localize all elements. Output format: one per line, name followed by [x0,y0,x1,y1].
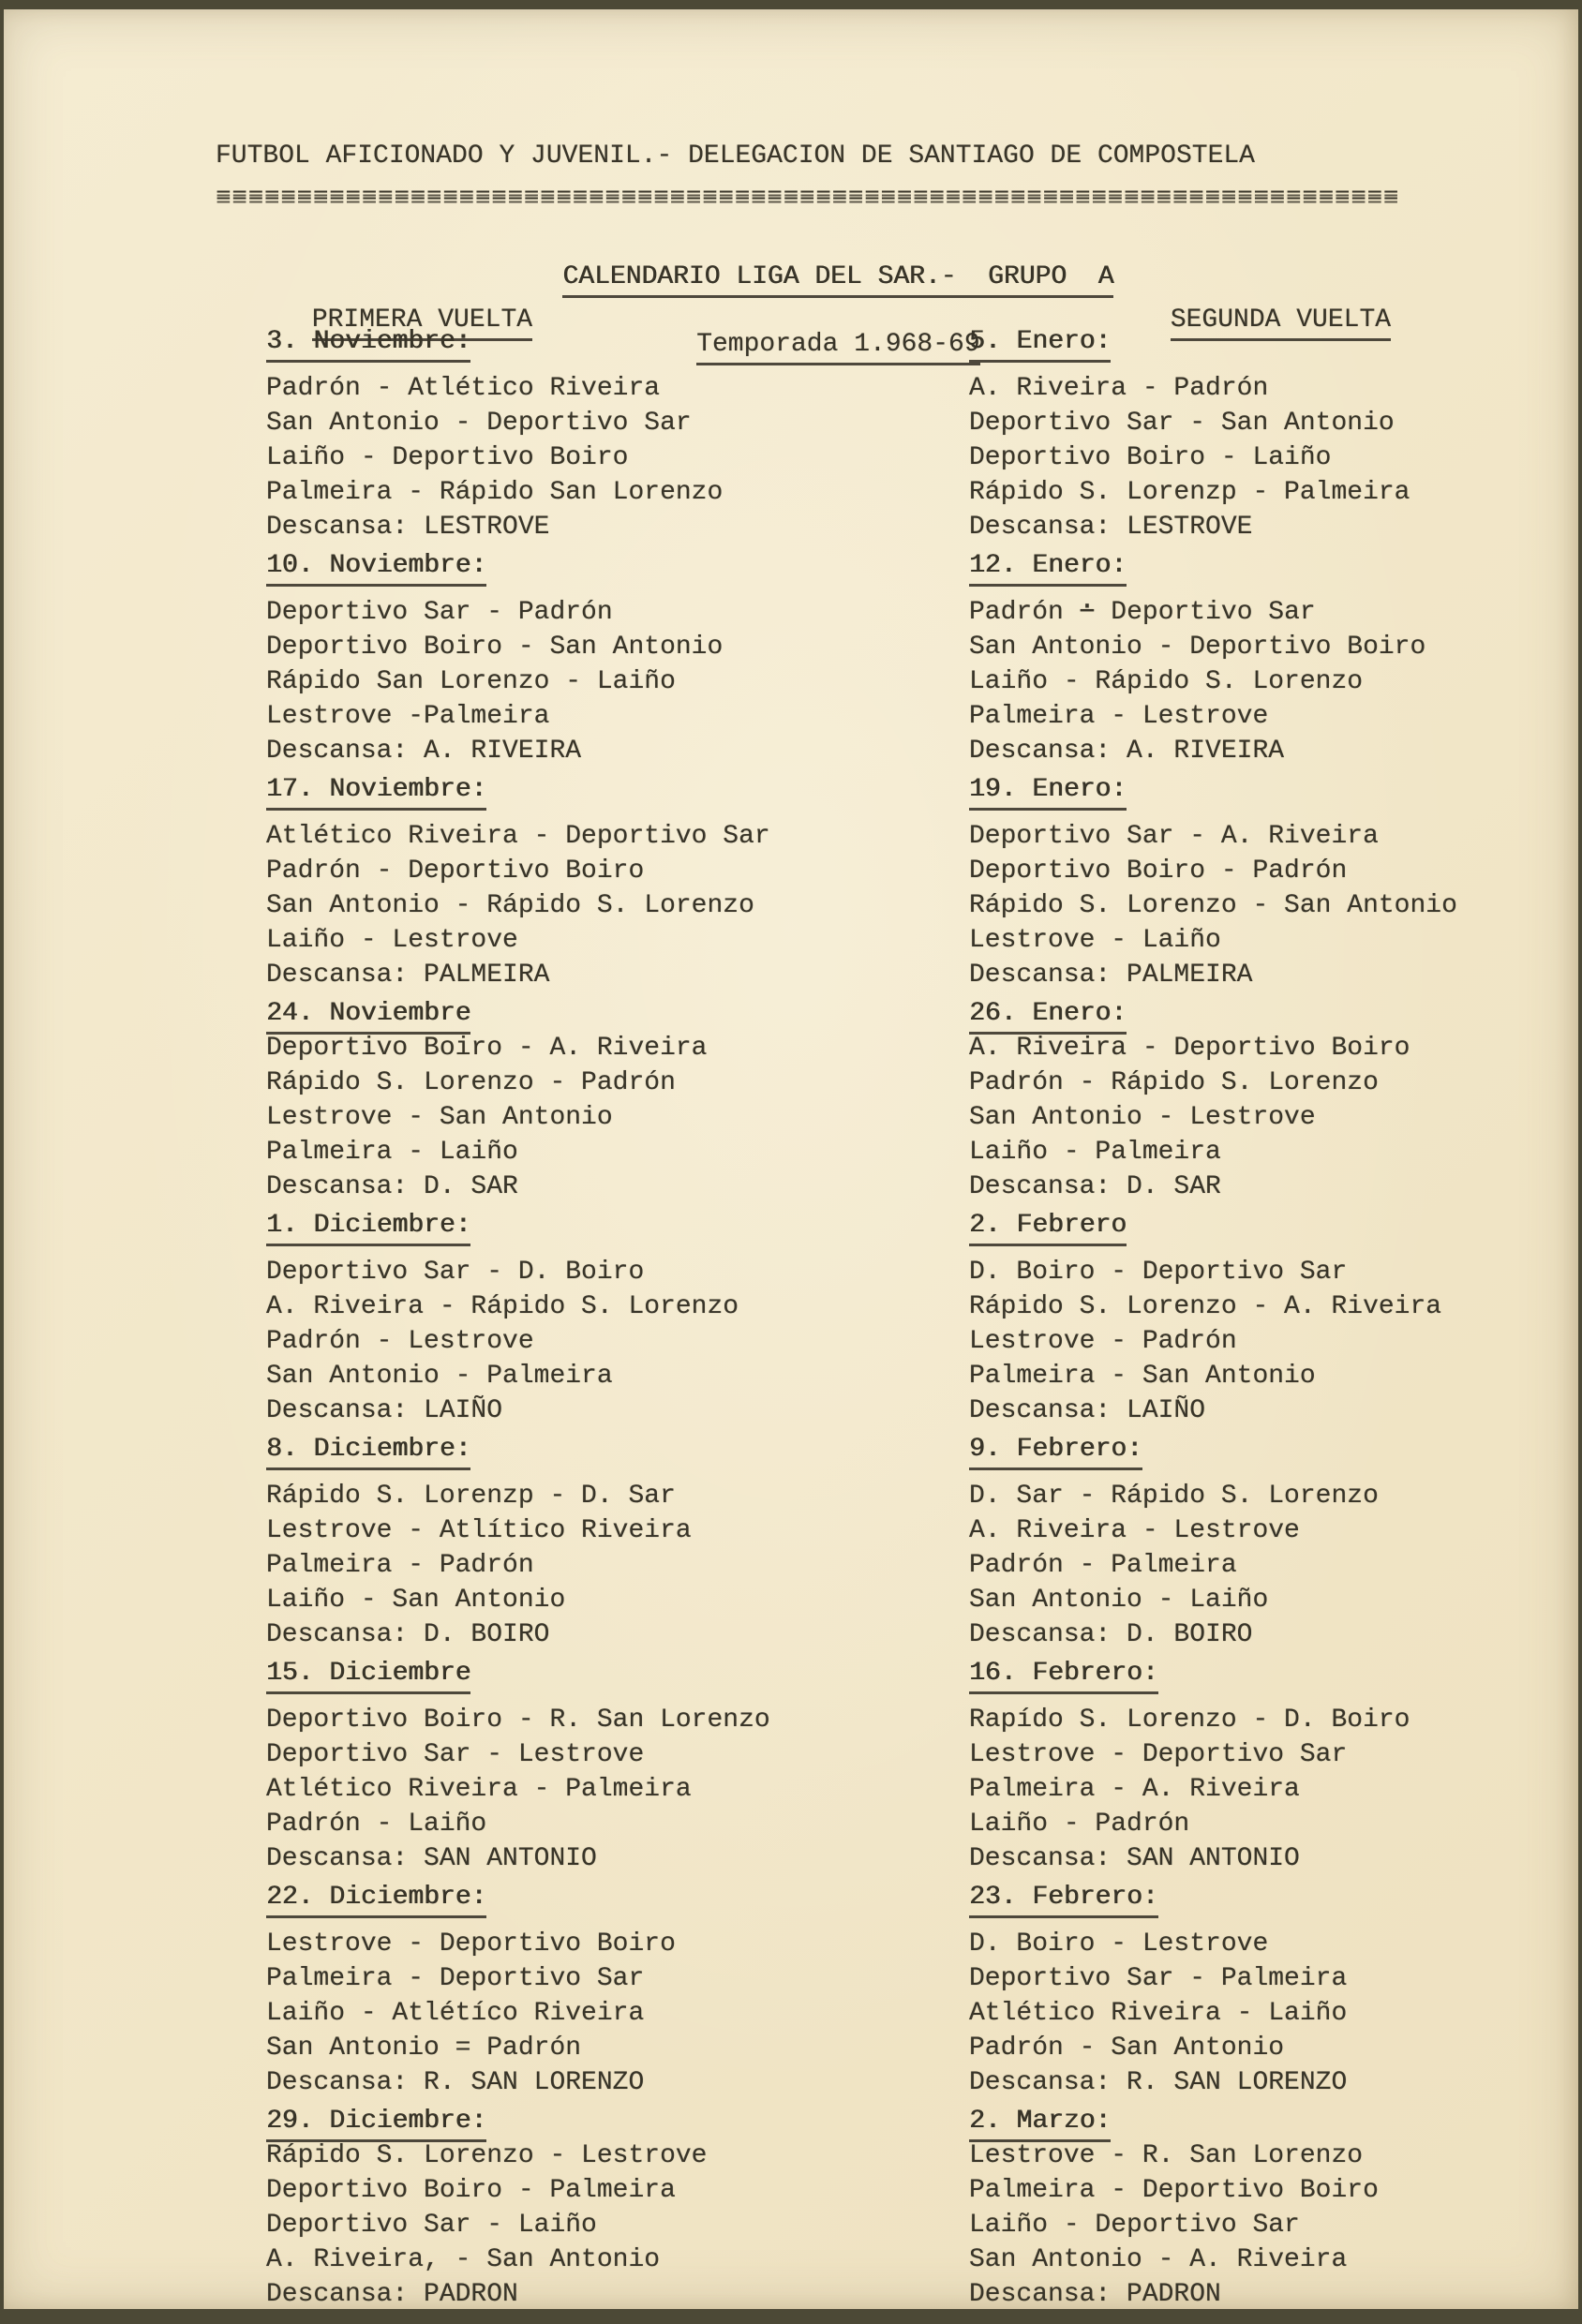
section-date-heading-text: 15. Diciembre [266,1656,470,1694]
fixture-section [952,1880,1571,2100]
match-line: A. Riveira - Padrón [969,374,1269,403]
match-list [208,1031,920,1204]
section-date-heading-text: 10. Noviembre: [266,548,486,587]
match-line: A. Riveira - Rápido S. Lorenzo [266,1292,739,1321]
match-list [208,2138,920,2312]
match-line: Palmeira - A. Riveira [969,1775,1300,1804]
match-line: A. Riveira - Lestrove [969,1516,1300,1545]
section-date-heading-text: 8. Diciembre: [266,1432,470,1470]
match-line: Lestrove - Atlítico Riveira [266,1516,692,1545]
match-list [952,1703,1571,1876]
section-date-heading-text: 16. Febrero: [969,1656,1158,1694]
match-line: Padrón - Rápido S. Lorenzo [969,1068,1379,1097]
column-title-segunda-vuelta: SEGUNDA VUELTA [1076,268,1391,376]
section-date-heading-text: 29. Diciembre: [266,2104,486,2142]
match-line: Lestrove - Laiño [969,926,1221,955]
match-line: Deportivo Boiro - R. San Lorenzo [266,1706,770,1735]
rest-line: Descansa: R. SAN LORENZO [266,2068,645,2097]
match-line: Deportivo Boiro - Padrón [969,857,1348,886]
match-line: Rápido S. Lorenzp - Palmeira [969,478,1410,507]
fixture-section [952,324,1571,544]
document-header: FUTBOL AFICIONADO Y JUVENIL.- DELEGACION DE SANTIAGO DE COMPOSTELA [216,142,1255,171]
fixture-section [208,2104,920,2312]
match-line: Atlético Riveira - Laiño [969,1999,1348,2028]
section-date-heading [952,1208,1571,1243]
page-title-text: CALENDARIO LIGA DEL SAR.- GRUPO A [562,260,1113,298]
rest-line: Descansa: D. SAR [969,1172,1221,1201]
section-date-heading-text: 2. Febrero [969,1208,1127,1246]
rest-line: Descansa: A. RIVEIRA [266,737,582,766]
fixture-section [952,996,1571,1204]
fixture-section [208,772,920,992]
section-date-heading [208,548,920,583]
match-list [952,1031,1571,1204]
match-line: Deportivo Boiro - A. Riveira [266,1034,708,1063]
match-line: San Antonio = Padrón [266,2034,582,2063]
fixture-section [952,1208,1571,1428]
section-date-heading [952,1880,1571,1914]
section-date-heading [208,1208,920,1243]
rest-line: Descansa: LESTROVE [969,513,1253,542]
match-list [952,819,1571,992]
section-date-heading-text: 12. Enero: [969,548,1127,587]
section-date-heading [952,2104,1571,2138]
match-line: San Antonio - Deportivo Boiro [969,633,1426,662]
match-line: Laiño - Deportivo Boiro [266,443,629,472]
match-line: Rápido S. Lorenzo - A. Riveira [969,1292,1442,1321]
match-list [208,595,920,768]
match-line: Rapído S. Lorenzo - D. Boiro [969,1706,1410,1735]
season-label: Temporada 1.968-69 [4,292,1578,400]
match-line: San Antonio - Palmeira [266,1362,613,1391]
section-date-heading-text: 3. Noviembre: [266,324,470,363]
fixture-section [952,772,1571,992]
rest-line: Descansa: PALMEIRA [266,961,550,990]
match-line: Palmeira - Deportivo Boiro [969,2176,1379,2205]
fixture-section [952,1656,1571,1876]
section-date-heading [208,1432,920,1467]
match-line: Palmeira - San Antonio [969,1362,1316,1391]
match-line: Lestrove - San Antonio [266,1103,613,1132]
fixture-section [208,1656,920,1876]
fixtures-column-segunda [952,324,1571,2316]
match-line: Deportivo Sar - San Antonio [969,409,1395,438]
match-list [208,1927,920,2100]
match-line: Palmeira - Rápido San Lorenzo [266,478,724,507]
match-line: Rápido S. Lorenzo - Lestrove [266,2141,708,2170]
match-list [208,1255,920,1428]
match-line: Padrón - San Antonio [969,2034,1285,2063]
match-line: Lestrove - Padrón [969,1327,1237,1356]
match-list [952,2138,1571,2312]
section-date-heading-text: 5. Enero: [969,324,1111,363]
match-line: Deportivo Boiro - San Antonio [266,633,724,662]
match-line: Palmeira - Padrón [266,1551,534,1580]
match-line: Deportivo Sar - Laiño [266,2211,597,2240]
section-date-heading-text: 9. Febrero: [969,1432,1142,1470]
match-line: Palmeira - Deportivo Sar [266,1964,645,1993]
match-line: D. Boiro - Deportivo Sar [969,1258,1348,1287]
match-line: Laiño - Padrón [969,1810,1190,1839]
match-line: Lestrove - Deportivo Sar [969,1740,1348,1769]
match-line: Laiño - Palmeira [969,1138,1221,1167]
match-line: Padrón - Palmeira [969,1551,1237,1580]
match-line: Rápido San Lorenzo - Laiño [266,667,676,696]
rest-line: Descansa: A. RIVEIRA [969,737,1285,766]
section-date-heading-text: 17. Noviembre: [266,772,486,811]
match-line: San Antonio - Rápido S. Lorenzo [266,891,754,920]
match-line: Padrón - Deportivo Boiro [266,857,645,886]
match-line: Palmeira - Lestrove [969,702,1269,731]
rest-line: Descansa: LESTROVE [266,513,550,542]
match-line: Atlético Riveira - Palmeira [266,1775,692,1804]
rest-line: Descansa: D. BOIRO [969,1620,1253,1649]
match-line: Deportivo Sar - Palmeira [969,1964,1348,1993]
match-line: Laiño - Rápido S. Lorenzo [969,667,1364,696]
match-list [952,595,1571,768]
rest-line: Descansa: PADRON [969,2280,1221,2309]
section-date-heading-text: 1. Diciembre: [266,1208,470,1246]
match-line: Deportivo Boiro - Laiño [969,443,1332,472]
match-line: Rápido S. Lorenzo - Padrón [266,1068,676,1097]
match-line: D. Boiro - Lestrove [969,1929,1269,1959]
fixture-section [952,1432,1571,1652]
match-list [952,1927,1571,2100]
match-line: San Antonio - Lestrove [969,1103,1316,1132]
double-rule-separator: ========================================================================= [216,183,1400,212]
fixtures-column-primera [208,324,920,2316]
match-line: Deportivo Sar - A. Riveira [969,822,1379,851]
section-date-heading-text: 24. Noviembre [266,996,470,1035]
fixture-section [208,996,920,1204]
section-date-heading-text: 2. Marzo: [969,2104,1111,2142]
section-date-heading [208,324,920,359]
section-date-heading [952,1432,1571,1467]
section-date-heading [208,1656,920,1691]
match-line: Deportivo Sar - Padrón [266,598,613,627]
match-line: Deportivo Sar - D. Boiro [266,1258,645,1287]
match-list [952,1255,1571,1428]
section-date-heading [952,772,1571,807]
paper-sheet [4,9,1578,2309]
rest-line: Descansa: LAIÑO [266,1396,503,1425]
rest-line: Descansa: PADRON [266,2280,518,2309]
match-list [208,1703,920,1876]
rest-line: Descansa: PALMEIRA [969,961,1253,990]
match-line: Laiño - San Antonio [266,1586,566,1615]
section-date-heading-text: 22. Diciembre: [266,1880,486,1918]
rest-line: Descansa: LAIÑO [969,1396,1206,1425]
fixture-section [952,548,1571,768]
match-line: Palmeira - Laiño [266,1138,518,1167]
section-date-heading [208,1880,920,1914]
match-line: Laiño - Atlétíco Riveira [266,1999,645,2028]
match-list [952,371,1571,544]
match-line: Rápido S. Lorenzo - San Antonio [969,891,1457,920]
fixture-section [208,1432,920,1652]
match-line: A. Riveira - Deportivo Boiro [969,1034,1410,1063]
column-title-primera-vuelta: PRIMERA VUELTA [217,268,532,376]
fixture-section [208,1880,920,2100]
section-date-heading [952,996,1571,1031]
match-line: Deportivo Sar - Lestrove [266,1740,645,1769]
match-line: Deportivo Boiro - Palmeira [266,2176,676,2205]
match-line: Padrón ∸ Deportivo Sar [969,598,1316,627]
match-line: Lestrove -Palmeira [266,702,550,731]
match-line: Lestrove - R. San Lorenzo [969,2141,1364,2170]
match-line: D. Sar - Rápido S. Lorenzo [969,1482,1379,1511]
match-line: Padrón - Lestrove [266,1327,534,1356]
match-line: Lestrove - Deportivo Boiro [266,1929,676,1959]
match-line: San Antonio - A. Riveira [969,2245,1348,2274]
rest-line: Descansa: R. SAN LORENZO [969,2068,1348,2097]
match-line: San Antonio - Deportivo Sar [266,409,692,438]
rest-line: Descansa: SAN ANTONIO [266,1844,597,1873]
match-line: Laiño - Lestrove [266,926,518,955]
section-date-heading [208,2104,920,2138]
rest-line: Descansa: D. SAR [266,1172,518,1201]
match-line: A. Riveira, - San Antonio [266,2245,661,2274]
match-line: Atlético Riveira - Deportivo Sar [266,822,770,851]
section-date-heading [208,996,920,1031]
match-line: Rápido S. Lorenzp - D. Sar [266,1482,676,1511]
match-list [952,1479,1571,1652]
section-date-heading-text: 23. Febrero: [969,1880,1158,1918]
section-date-heading [952,548,1571,583]
section-date-heading [208,772,920,807]
section-date-heading-text: 19. Enero: [969,772,1127,811]
section-date-heading [952,324,1571,359]
fixture-section [952,2104,1571,2312]
section-date-heading-text: 26. Enero: [969,996,1127,1035]
match-line: Padrón - Laiño [266,1810,487,1839]
match-list [208,819,920,992]
section-date-heading [952,1656,1571,1691]
rest-line: Descansa: D. BOIRO [266,1620,550,1649]
fixture-section [208,1208,920,1428]
match-line: Padrón - Atlético Riveira [266,374,661,403]
match-list [208,1479,920,1652]
match-line: Laiño - Deportivo Sar [969,2211,1300,2240]
fixture-section [208,324,920,544]
rest-line: Descansa: SAN ANTONIO [969,1844,1300,1873]
match-list [208,371,920,544]
fixture-section [208,548,920,768]
match-line: San Antonio - Laiño [969,1586,1269,1615]
